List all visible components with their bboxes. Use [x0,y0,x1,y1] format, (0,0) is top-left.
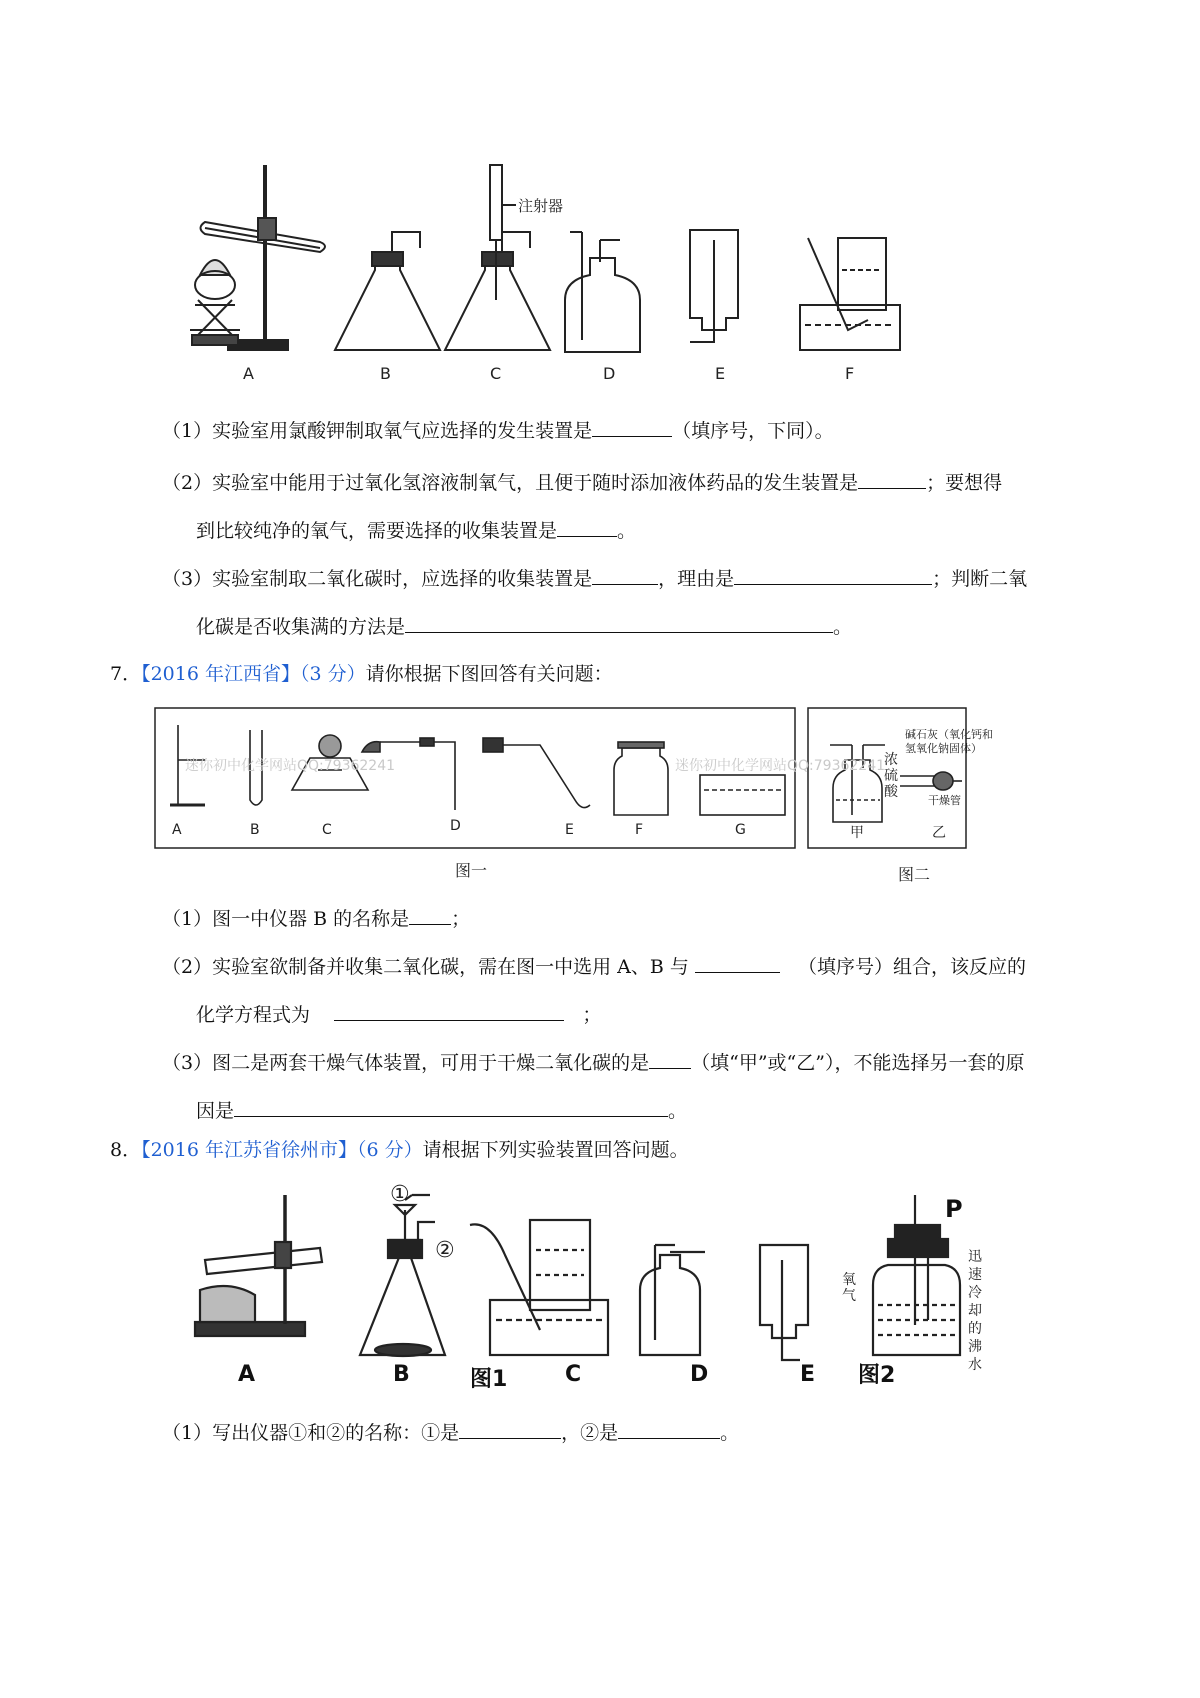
q7-fig2-tube-label: 干燥管 [928,794,961,807]
apparatus-label-b: B [380,364,391,383]
q7-fig1-label-c: C [322,822,332,838]
q8-label-p: P [945,1195,963,1223]
q7-item-2-cont: 化学方程式为 ； [196,1004,602,1026]
q6-item-1: （1）实验室用氯酸钾制取氧气应选择的发生装置是 （填序号，下同）。 [162,420,834,442]
q8-label-c: C [565,1362,582,1387]
q7-fig1-label-f: F [635,822,644,838]
apparatus-label-f: F [845,364,855,383]
q8-label-d: D [690,1362,709,1387]
q7-fig2-caption: 图二 [898,865,931,884]
syringe-callout: 注射器 [518,197,564,215]
q6-item-2: （2）实验室中能用于过氧化氢溶液制氧气，且便于随时添加液体药品的发生装置是 ；要想得 [162,472,1003,494]
answer-blank[interactable] [459,1420,561,1439]
q7-fig1-caption: 图一 [455,861,488,880]
apparatus-label-e: E [715,364,726,383]
q8-item-1: （1）写出仪器①和②的名称：①是 ，②是 。 [162,1422,740,1444]
q8-label-a: A [238,1362,256,1387]
marker-2: ② [435,1238,455,1263]
q8-fig1-caption: 图1 [470,1367,508,1392]
q7-fig1-label-g: G [735,822,746,838]
q8-label-oxygen: 氧气 [842,1272,856,1304]
answer-blank[interactable] [618,1420,720,1439]
q7-header: 7．【2016 年江西省】（3 分）请你根据下图回答有关问题： [110,663,613,685]
q8-header: 8．【2016 年江苏省徐州市】（6 分）请根据下列实验装置回答问题。 [110,1139,689,1161]
q7-fig2-acid-label: 浓硫酸 [884,752,898,800]
q7-item-1: （1）图一中仪器 B 的名称是 ； [162,908,471,930]
q7-fig1-label-e: E [565,822,574,838]
q8-label-e: E [800,1362,816,1387]
q7-fig1-label-a: A [172,822,182,838]
apparatus-label-a: A [243,364,254,383]
apparatus-label-d: D [603,364,616,383]
q6-item-3-cont: 化碳是否收集满的方法是 。 [196,616,853,638]
marker-1: ① [390,1182,410,1207]
q6-item-3: （3）实验室制取二氧化碳时，应选择的收集装置是 ，理由是 ；判断二氧 [162,568,1028,590]
q7-fig2-lime-label: 碱石灰（氧化钙和 氢氧化钠固体） [905,728,993,755]
q7-fig1-label-d: D [450,818,461,834]
q7-item-2: （2）实验室欲制备并收集二氧化碳，需在图一中选用 A、B 与 （填序号）组合，该反应的 [162,956,1027,978]
q6-item-2-cont: 到比较纯净的氧气，需要选择的收集装置是 。 [196,520,637,542]
q8-label-water: 迅速冷却的沸水 [968,1249,982,1373]
apparatus-label-c: C [490,364,502,383]
q8-fig2-caption: 图2 [858,1363,896,1388]
q7-item-3: （3）图二是两套干燥气体装置，可用于干燥二氧化碳的是 （填“甲”或“乙”），不能选择另一套的原 [162,1052,1025,1074]
svg-text:迷你初中化学网站QQ:79362241: 迷你初中化学网站QQ:79362241 [675,758,886,774]
q7-item-3-cont: 因是 。 [196,1100,688,1122]
q7-fig2-label-yi: 乙 [932,825,946,841]
svg-text:迷你初中化学网站QQ:79362241: 迷你初中化学网站QQ:79362241 [185,758,396,774]
q8-label-b: B [393,1362,410,1387]
q7-fig1-label-b: B [250,822,260,838]
q7-fig2-label-jia: 甲 [850,825,864,841]
